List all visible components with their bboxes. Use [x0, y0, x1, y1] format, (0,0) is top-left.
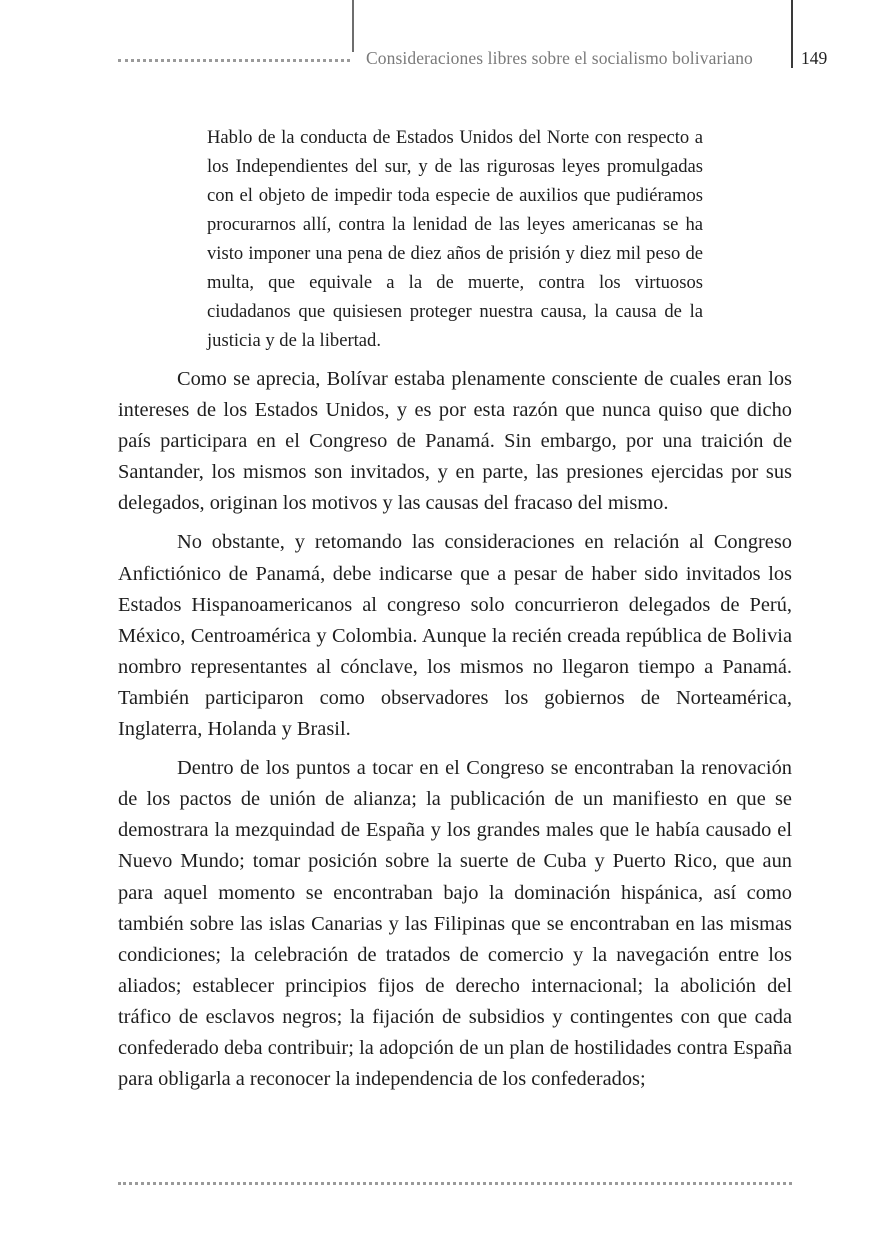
block-quote: [207, 123, 703, 355]
header-left-rule: [352, 0, 354, 52]
paragraph-3: Dentro de los puntos a tocar en el Congreso se encontraban la renovación de los pactos de unión de alianza; la publicación de un manifiesto en que se demostrara la mezquindad de España y los grandes males que le había causado el Nuevo Mundo; tomar posición sobre la suerte de Cuba y Puerto Rico, que aun para aquel momento se encontraban bajo la dominación hispánica, así como también sobre las islas Canarias y las Filipinas que se encontraban en las mismas condiciones; la celebración de tratados de comercio y la navegación entre los aliados; establecer principios fijos de derecho internacional; la abolición del tráfico de esclavos negros; la fijación de subsidios y contingentes con que cada confederado deba contribuir; la adopción de un plan de hostilidades contra España para obligarla a reconocer la independencia de los confederados;: [118, 757, 792, 1091]
running-title: Consideraciones libres sobre el socialismo bolivariano: [366, 48, 753, 68]
page-number: 149: [801, 48, 828, 68]
paragraph-1: Como se aprecia, Bolívar estaba plenamente consciente de cuales eran los intereses de los Estados Unidos, y es por esta razón que nunca quiso que dicho país participara en el Congreso de Panamá. Sin embargo, por una traición de Santander, los mismos son invitados, y en parte, las presiones ejercidas por sus delegados, originan los motivos y las causas del fracaso del mismo.: [118, 368, 792, 515]
quote-text: Hablo de la conducta de Estados Unidos del Norte con respecto a los Independientes del sur, y de las rigurosas leyes promulgadas con el objeto de impedir toda especie de auxilios que pudiéramos procurarnos allí, contra la lenidad de las leyes americanas se ha visto imponer una pena de diez años de prisión y diez mil peso de multa, que equivale a la de muerte, contra los virtuosos ciudadanos que quisiesen proteger nuestra causa, la causa de la justicia y de la libertad.: [207, 127, 703, 351]
paragraph-2: No obstante, y retomando las consideraciones en relación al Congreso Anfictiónico de Panamá, debe indicarse que a pesar de haber sido invitados los Estados Hispanoamericanos al congreso solo concurrieron delegados de Perú, México, Centroamérica y Colombia. Aunque la recién creada república de Bolivia nombro representantes al cónclave, los mismos no llegaron tiempo a Panamá. También participaron como observadores los gobiernos de Norteamérica, Inglaterra, Holanda y Brasil.: [118, 531, 792, 741]
footer-dotted-rule: [118, 1182, 792, 1185]
header-right-rule: [791, 0, 793, 68]
body-text: [118, 364, 792, 1103]
header-dotted-rule: [118, 59, 350, 62]
